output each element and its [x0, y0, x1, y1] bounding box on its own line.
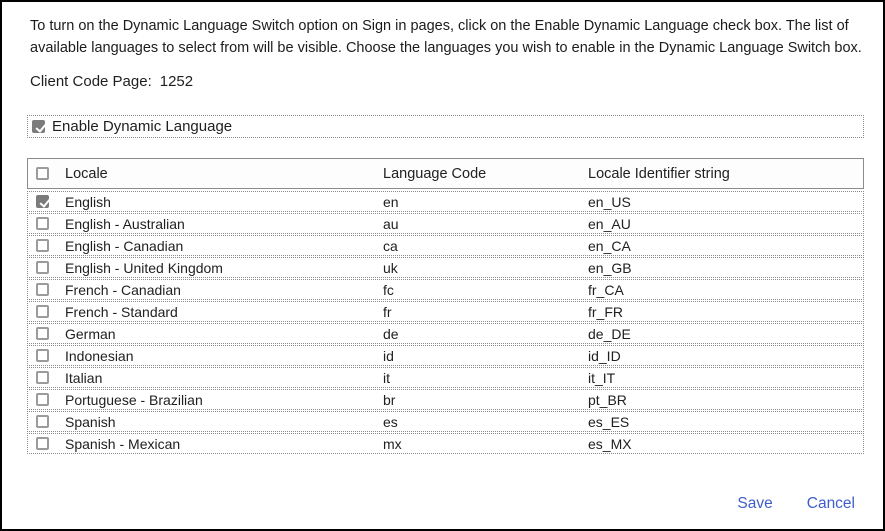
- locale-cell: Italian: [65, 369, 103, 386]
- row-checkbox-cell: [28, 305, 65, 318]
- locale-identifier-cell: es_MX: [588, 435, 632, 452]
- row-checkbox[interactable]: [36, 217, 49, 230]
- locale-cell: French - Canadian: [65, 281, 181, 298]
- row-checkbox[interactable]: [36, 261, 49, 274]
- row-checkbox-cell: [28, 327, 65, 340]
- column-header-language-code: Language Code: [383, 165, 487, 182]
- locale-identifier-cell: fr_FR: [588, 303, 623, 320]
- locale-identifier-cell: es_ES: [588, 413, 630, 430]
- cancel-button[interactable]: Cancel: [806, 495, 855, 512]
- language-code-cell: au: [383, 215, 399, 232]
- row-checkbox[interactable]: [36, 239, 49, 252]
- intro-line-2: available languages to select from will be visible. Choose the languages you wish to enable in the Dynamic Language Switch box.: [30, 40, 862, 56]
- table-row[interactable]: [27, 433, 864, 454]
- locale-table: [27, 158, 864, 455]
- enable-dynamic-language-row[interactable]: [27, 115, 864, 138]
- intro-line-1: To turn on the Dynamic Language Switch option on Sign in pages, click on the Enable Dynamic Language check box. The list of: [30, 18, 849, 34]
- row-checkbox-cell: [28, 415, 65, 428]
- row-checkbox[interactable]: [36, 327, 49, 340]
- table-row[interactable]: [27, 367, 864, 388]
- enable-dynamic-language-checkbox[interactable]: [32, 120, 45, 133]
- row-checkbox[interactable]: [36, 371, 49, 384]
- locale-cell: English - Australian: [65, 215, 185, 232]
- locale-cell: English - United Kingdom: [65, 259, 223, 276]
- locale-cell: Indonesian: [65, 347, 134, 364]
- language-code-cell: ca: [383, 237, 398, 254]
- table-row[interactable]: [27, 411, 864, 432]
- row-checkbox-cell: [28, 349, 65, 362]
- enable-dynamic-language-label: Enable Dynamic Language: [52, 118, 233, 135]
- table-row[interactable]: [27, 301, 864, 322]
- row-checkbox-cell: [28, 283, 65, 296]
- row-checkbox[interactable]: [36, 393, 49, 406]
- intro-text: [30, 15, 862, 59]
- table-row[interactable]: [27, 389, 864, 410]
- locale-cell: English: [65, 193, 111, 210]
- locale-identifier-cell: en_AU: [588, 215, 631, 232]
- language-code-cell: fr: [383, 303, 392, 320]
- row-checkbox[interactable]: [36, 415, 49, 428]
- locale-cell: English - Canadian: [65, 237, 184, 254]
- language-code-cell: es: [383, 413, 398, 430]
- locale-identifier-cell: en_GB: [588, 259, 632, 276]
- table-row[interactable]: [27, 279, 864, 300]
- row-checkbox-cell: [28, 239, 65, 252]
- client-code-label: Client Code Page:: [30, 73, 152, 90]
- column-header-locale: Locale: [65, 165, 108, 182]
- client-code-page: [30, 73, 193, 90]
- locale-identifier-cell: en_CA: [588, 237, 631, 254]
- table-row[interactable]: [27, 257, 864, 278]
- header-checkbox-cell: [28, 167, 65, 180]
- language-code-cell: uk: [383, 259, 398, 276]
- language-code-cell: de: [383, 325, 399, 342]
- table-row[interactable]: [27, 345, 864, 366]
- table-row[interactable]: [27, 191, 864, 212]
- language-code-cell: br: [383, 391, 396, 408]
- row-checkbox[interactable]: [36, 305, 49, 318]
- locale-cell: Spanish: [65, 413, 116, 430]
- table-header: [27, 158, 864, 189]
- locale-identifier-cell: fr_CA: [588, 281, 624, 298]
- locale-cell: Spanish - Mexican: [65, 435, 181, 452]
- language-code-cell: en: [383, 193, 399, 210]
- row-checkbox-cell: [28, 217, 65, 230]
- locale-cell: Portuguese - Brazilian: [65, 391, 203, 408]
- table-body: [27, 191, 864, 454]
- locale-identifier-cell: en_US: [588, 193, 631, 210]
- locale-identifier-cell: de_DE: [588, 325, 631, 342]
- column-header-locale-identifier: Locale Identifier string: [588, 165, 730, 182]
- select-all-checkbox[interactable]: [36, 167, 49, 180]
- row-checkbox-cell: [28, 195, 65, 208]
- table-row[interactable]: [27, 323, 864, 344]
- table-row[interactable]: [27, 235, 864, 256]
- language-code-cell: mx: [383, 435, 402, 452]
- language-code-cell: fc: [383, 281, 394, 298]
- table-row[interactable]: [27, 213, 864, 234]
- row-checkbox[interactable]: [36, 283, 49, 296]
- locale-identifier-cell: it_IT: [588, 369, 616, 386]
- row-checkbox-cell: [28, 437, 65, 450]
- locale-cell: German: [65, 325, 116, 342]
- row-checkbox-cell: [28, 393, 65, 406]
- save-button[interactable]: Save: [737, 495, 773, 512]
- row-checkbox[interactable]: [36, 195, 49, 208]
- row-checkbox-cell: [28, 371, 65, 384]
- locale-cell: French - Standard: [65, 303, 178, 320]
- language-code-cell: it: [383, 369, 390, 386]
- row-checkbox-cell: [28, 261, 65, 274]
- row-checkbox[interactable]: [36, 349, 49, 362]
- language-code-cell: id: [383, 347, 394, 364]
- client-code-value: 1252: [159, 73, 194, 90]
- locale-identifier-cell: id_ID: [588, 347, 621, 364]
- row-checkbox[interactable]: [36, 437, 49, 450]
- locale-identifier-cell: pt_BR: [588, 391, 627, 408]
- dialog-actions: [737, 495, 855, 513]
